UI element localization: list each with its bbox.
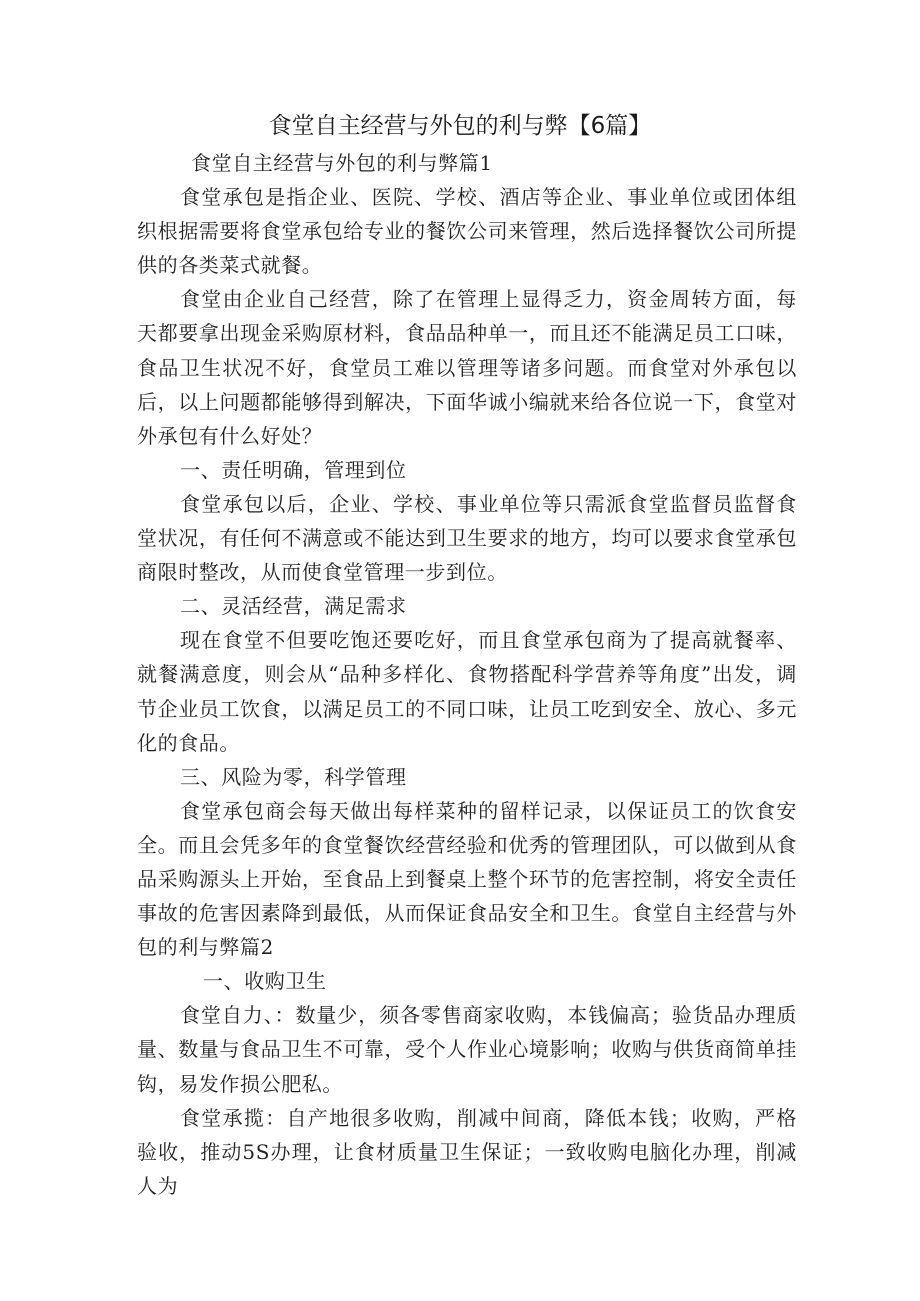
subheading: 一、收购卫生 <box>203 969 327 994</box>
document-title: 食堂自主经营与外包的利与弊【6篇】 <box>268 113 652 139</box>
subheading: 二、灵活经营，满足需求 <box>180 594 407 619</box>
document-body <box>137 146 797 1203</box>
paragraph: 食堂承包以后，企业、学校、事业单位等只需派食堂监督员监督食堂状况，有任何不满意或不能达到卫生要求的地方，均可以要求食堂承包商限时整改，从而使食堂管理一步到位。 <box>137 491 797 585</box>
subheading: 三、风险为零，科学管理 <box>180 764 407 789</box>
section-heading-1: 食堂自主经营与外包的利与弊篇1 <box>191 151 493 175</box>
paragraph: 食堂承包是指企业、医院、学校、酒店等企业、事业单位或团体组织根据需要将食堂承包给专业的餐饮公司来管理，然后选择餐饮公司所提供的各类菜式就餐。 <box>137 185 797 278</box>
paragraph: 食堂由企业自己经营，除了在管理上显得乏力，资金周转方面，每天都要拿出现金采购原材料，食品品种单一，而且还不能满足员工口味，食品卫生状况不好，食堂员工难以管理等诸多问题。而食堂对外承包以后，以上问题都能够得到解决，下面华诚小编就来给各位说一下，食堂对外承包有什么好处？ <box>137 287 797 448</box>
paragraph: 食堂自力、：数量少，须各零售商家收购，本钱偏高；验货品办理质量、数量与食品卫生不可靠，受个人作业心境影响；收购与供货商简单挂钩，易发作损公肥私。 <box>137 1003 797 1096</box>
paragraph: 食堂承包商会每天做出每样菜种的留样记录，以保证员工的饮食安全。而且会凭多年的食堂餐饮经营经验和优秀的管理团队，可以做到从食品采购源头上开始，至食品上到餐桌上整个环节的危害控制，将安全责任事故的危害因素降到最低，从而保证食品安全和卫生。食堂自主经营与外包的利与弊篇2 <box>137 798 797 960</box>
paragraph: 食堂承揽：自产地很多收购，削减中间商，降低本钱；收购，严格验收，推动5S办理，让食材质量卫生保证；一致收购电脑化办理，削减人为 <box>137 1105 798 1198</box>
paragraph: 现在食堂不但要吃饱还要吃好，而且食堂承包商为了提高就餐率、就餐满意度，则会从“品种多样化、食物搭配科学营养等角度”出发，调节企业员工饮食，以满足员工的不同口味，让员工吃到安全、放心、多元化的食品。 <box>137 628 797 755</box>
subheading: 一、责任明确，管理到位 <box>180 457 407 482</box>
